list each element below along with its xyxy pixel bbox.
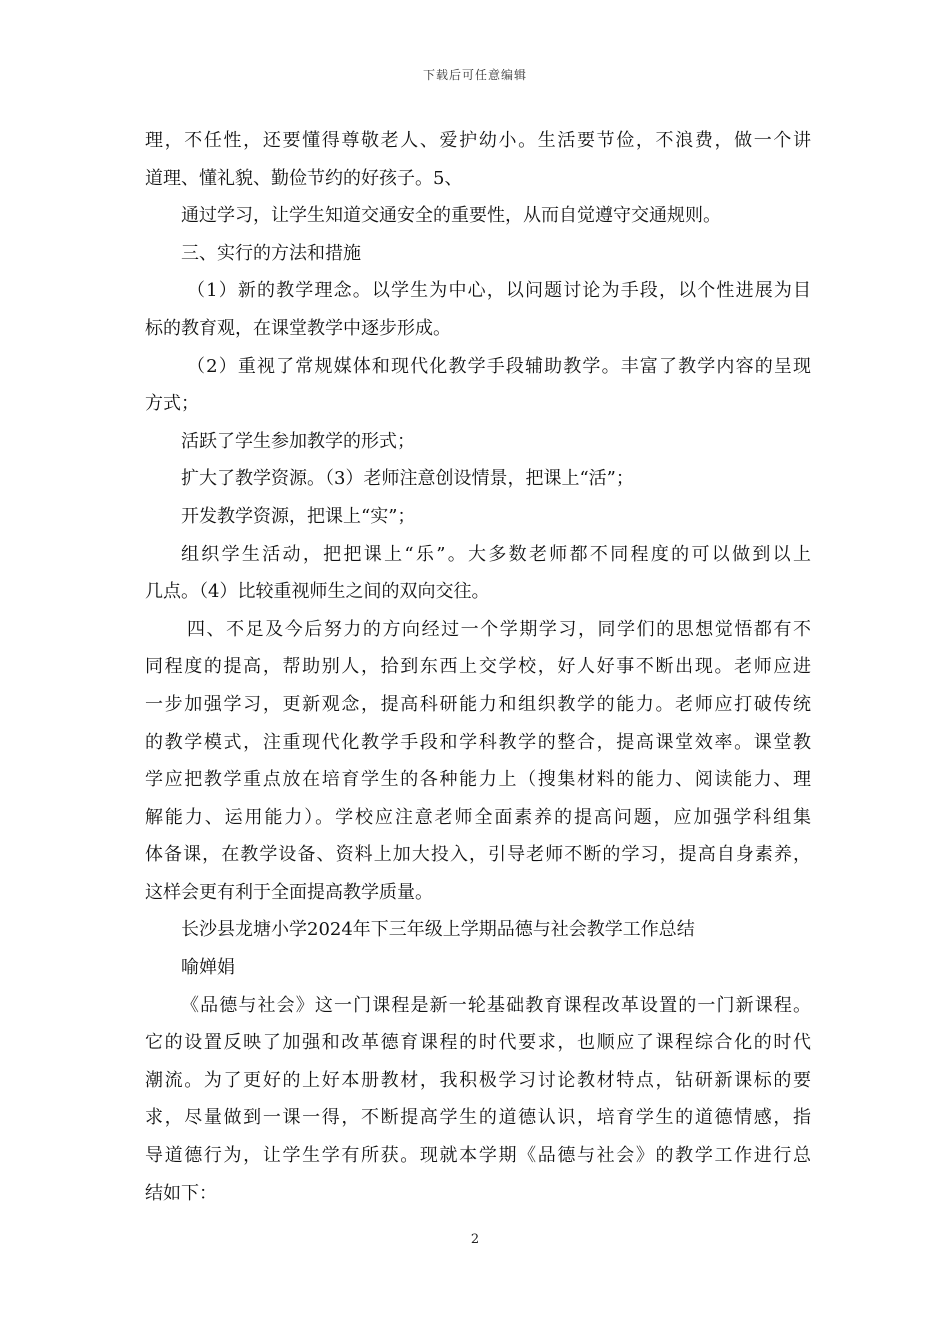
text-line: 结如下： [145,1182,217,1204]
text-line: 解能力、运用能力）。学校应注意老师全面素养的提高问题，应加强学科组集 [145,806,811,828]
text-line: 理，不任性，还要懂得尊敬老人、爱护幼小。生活要节俭，不浪费，做一个讲 [145,130,811,151]
text-line: （2）重视了常规媒体和现代化教学手段辅助教学。丰富了教学内容的呈现 [187,355,811,377]
text-line: 标的教育观，在课堂教学中逐步形成。 [145,317,451,339]
text-line: 的教学模式，注重现代化教学手段和学科教学的整合，提高课堂效率。课堂教 [145,731,811,753]
section-heading: 三、实行的方法和措施 [181,242,361,264]
text-line: 体备课，在教学设备、资料上加大投入，引导老师不断的学习，提高自身素养， [145,844,811,866]
text-line: 组织学生活动，把把课上“乐”。大多数老师都不同程度的可以做到以上 [181,543,811,565]
text-line: 一步加强学习，更新观念，提高科研能力和组织教学的能力。老师应打破传统 [145,693,811,715]
text-line: 《品德与社会》这一门课程是新一轮基础教育课程改革设置的一门新课程。 [181,994,811,1016]
page-header-note: 下载后可任意编辑 [422,68,527,82]
text-line: 开发教学资源，把课上“实”； [181,505,416,527]
text-line: 它的设置反映了加强和改革德育课程的时代要求，也顺应了课程综合化的时代 [145,1032,811,1054]
text-line: （1）新的教学理念。以学生为中心，以问题讨论为手段，以个性进展为目 [187,280,811,302]
text-line: 几点。（4）比较重视师生之间的双向交往。 [145,581,490,603]
text-line: 求，尽量做到一课一得，不断提高学生的道德认识，培育学生的道德情感，指 [145,1107,811,1129]
author-name: 喻婵娟 [181,957,235,979]
text-line: 导道德行为，让学生学有所获。现就本学期《品德与社会》的教学工作进行总 [145,1145,811,1167]
text-line: 学应把教学重点放在培育学生的各种能力上（搜集材料的能力、阅读能力、理 [145,769,811,791]
text-line: 方式； [145,393,199,415]
text-line: 道理、懂礼貌、勤俭节约的好孩子。5、 [145,167,463,189]
document-title: 长沙县龙塘小学2024年下三年级上学期品德与社会教学工作总结 [181,919,695,941]
text-line: 扩大了教学资源。（3）老师注意创设情景，把课上“活”； [181,468,634,490]
document-body [145,122,811,1212]
text-line: 活跃了学生参加教学的形式； [181,430,415,452]
section-heading: 四、不足及今后努力的方向经过一个学期学习，同学们的思想觉悟都有不 [187,618,811,640]
text-line: 同程度的提高，帮助别人，拾到东西上交学校，好人好事不断出现。老师应进 [145,656,811,678]
text-line: 这样会更有利于全面提高教学质量。 [145,881,433,903]
text-line: 潮流。为了更好的上好本册教材，我积极学习讨论教材特点，钻研新课标的要 [145,1069,811,1091]
page-number: 2 [470,1232,480,1247]
text-line: 通过学习，让学生知道交通安全的重要性，从而自觉遵守交通规则。 [181,205,721,227]
